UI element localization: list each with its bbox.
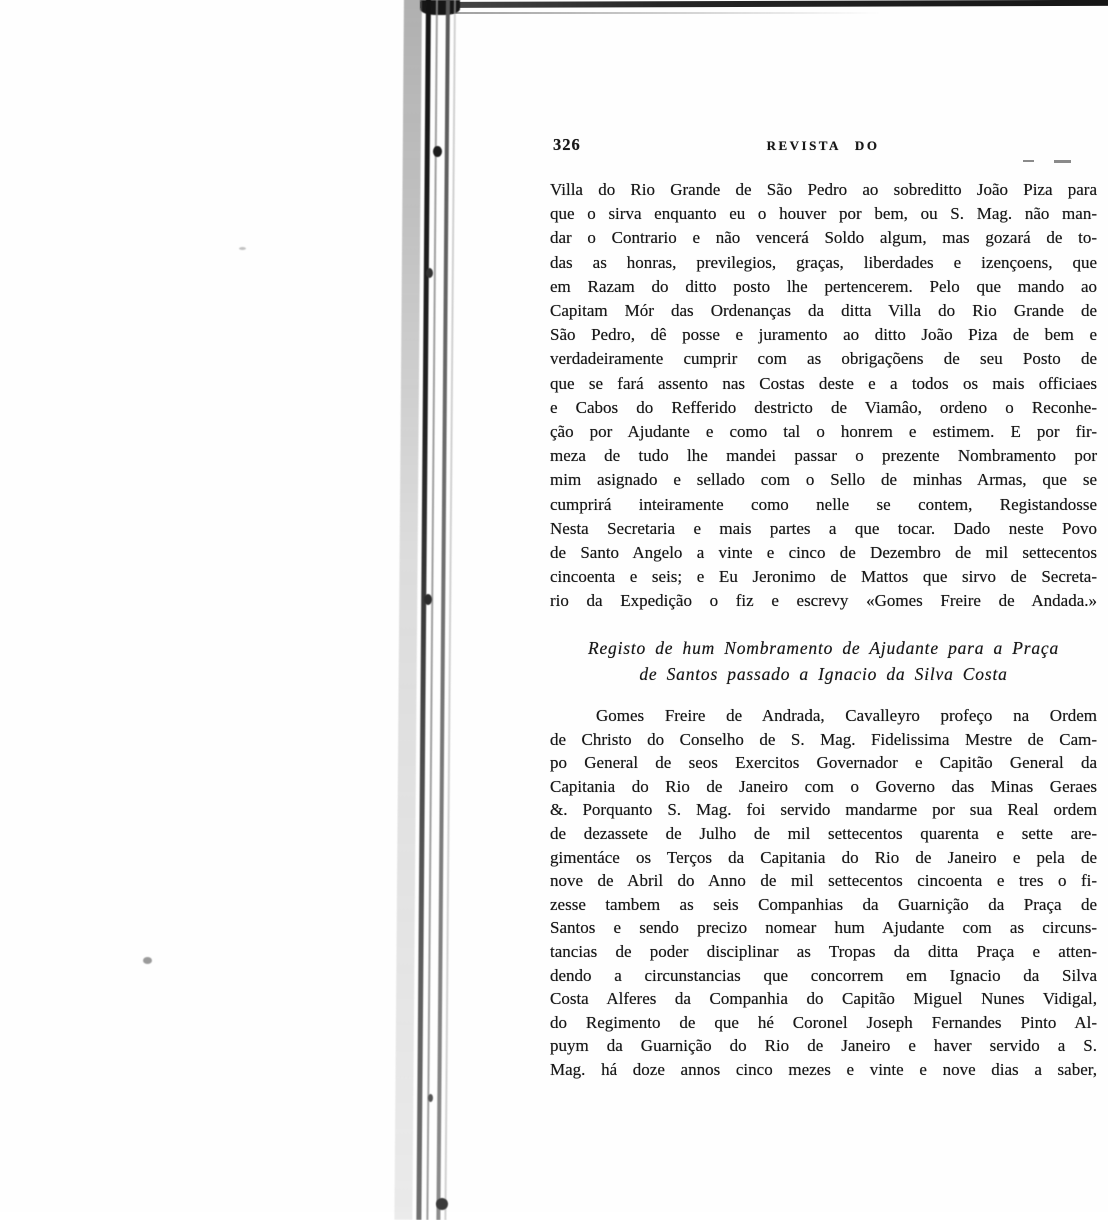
- text-line: cincoenta e seis; e Eu Jeronimo de Mattos que sirvo de Secreta-: [550, 567, 1097, 587]
- text-line: dar o Contrario e não vencerá Soldo algum, mas gozará de to-: [550, 228, 1097, 248]
- text-line: Nesta Secretaria e mais partes a que tocar. Dado neste Povo: [550, 518, 1097, 538]
- running-header: REVISTA DO: [766, 138, 880, 153]
- text-line: Gomes Freire de Andrada, Cavalleyro profeço na Ordem: [596, 706, 1097, 725]
- page-number: 326: [553, 135, 581, 154]
- heading-line: Registo de hum Nombramento de Ajudante para a Praça: [587, 638, 1060, 658]
- text-line: que se fará assento nas Costas deste e a todos os mais officiaes: [550, 373, 1097, 393]
- text-line: de Christo do Conselho de S. Mag. Fidelissima Mestre de Cam-: [550, 729, 1097, 749]
- page-top-edge-line-2: [452, 12, 882, 14]
- text-line: e Cabos do Refferido destricto de Viamâo, ordeno o Reconhe-: [550, 397, 1097, 417]
- ink-blot: [428, 1094, 433, 1102]
- text-line: de dezassete de Julho de mil settecentos quarenta e sette are-: [550, 823, 1097, 843]
- text-line: zesse tambem as seis Companhias da Guarnição da Praça de: [550, 894, 1097, 914]
- text-line: &. Porquanto S. Mag. foi servido mandarme por sua Real ordem: [550, 800, 1097, 820]
- text-line: mim asignado e sellado com o Sello de minhas Armas, que se: [550, 470, 1097, 490]
- text-line: meza de tudo lhe mandei passar o prezente Nombramento por: [550, 446, 1097, 466]
- text-line: Capitam Mór das Ordenanças da ditta Villa do Rio Grande de: [550, 301, 1097, 321]
- text-line: cumprirá inteiramente como nelle se contem, Registandosse: [550, 494, 1097, 514]
- ink-speck: [239, 247, 246, 250]
- ink-speck: [143, 957, 152, 964]
- text-line: dendo a circunstancias que concorrem em Ignacio da Silva: [550, 965, 1097, 985]
- text-line: tancias de poder disciplinar as Tropas da ditta Praça e atten-: [550, 941, 1097, 961]
- page-top-edge-line: [420, 0, 1108, 8]
- text-line: de Santo Angelo a vinte e cinco de Dezembro de mil settecentos: [550, 543, 1097, 563]
- text-line: ção por Ajudante e como tal o honrem e estimem. E por fir-: [550, 422, 1097, 442]
- text-line: Capitania do Rio de Janeiro com o Governo das Minas Geraes: [550, 776, 1097, 796]
- text-line: verdadeiramente cumprir com as obrigaçõens de seu Posto de: [550, 349, 1097, 369]
- text-line: das as honras, previlegios, graças, liberdades e izençoens, que: [550, 252, 1097, 272]
- ink-blot: [424, 594, 432, 605]
- text-line: Villa do Rio Grande de São Pedro ao sobreditto João Piza para: [550, 180, 1097, 199]
- text-line: do Regimento de que hé Coronel Joseph Fernandes Pinto Al-: [550, 1012, 1097, 1032]
- ink-blot: [426, 268, 433, 278]
- text-line: po General de seos Exercitos Governador e Capitão General da: [550, 753, 1097, 773]
- section-heading: [550, 636, 1097, 687]
- stray-dash-mark: [1023, 160, 1034, 162]
- opening-paragraph: [550, 178, 1097, 614]
- text-line: Santos e sendo precizo nomear hum Ajudante com as circuns-: [550, 918, 1097, 938]
- ink-blot: [433, 146, 442, 157]
- text-line: que o sirva enquanto eu o houver por bem, ou S. Mag. não man-: [550, 204, 1097, 224]
- text-line: São Pedro, dê posse e juramento ao ditto João Piza de bem e: [550, 325, 1097, 345]
- heading-line: de Santos passado a Ignacio da Silva Costa: [639, 663, 1008, 684]
- text-line: puym da Guarnição do Rio de Janeiro e haver servido a S.: [550, 1036, 1097, 1056]
- gutter-line: [436, 0, 450, 1220]
- text-line: nove de Abril do Anno de mil settecentos cincoenta e tres o fi-: [550, 871, 1097, 891]
- text-line: gimentáce os Terços da Capitania do Rio de Janeiro e pela de: [550, 847, 1097, 867]
- body-paragraph: [550, 704, 1097, 1082]
- stray-dash-mark: [1054, 160, 1071, 163]
- text-line: rio da Expedição o fiz e escrevy «Gomes Freire de Andada.»: [550, 591, 1097, 611]
- text-line: em Razam do ditto posto lhe pertencerem. Pelo que mando ao: [550, 276, 1097, 296]
- ink-blot: [436, 1198, 448, 1210]
- book-gutter-shadow: [394, 0, 466, 1220]
- text-line: Costa Alferes da Companhia do Capitão Miguel Nunes Vidigal,: [550, 989, 1097, 1009]
- text-line: Mag. há doze annos cinco mezes e vinte e nove dias a saber,: [550, 1059, 1097, 1079]
